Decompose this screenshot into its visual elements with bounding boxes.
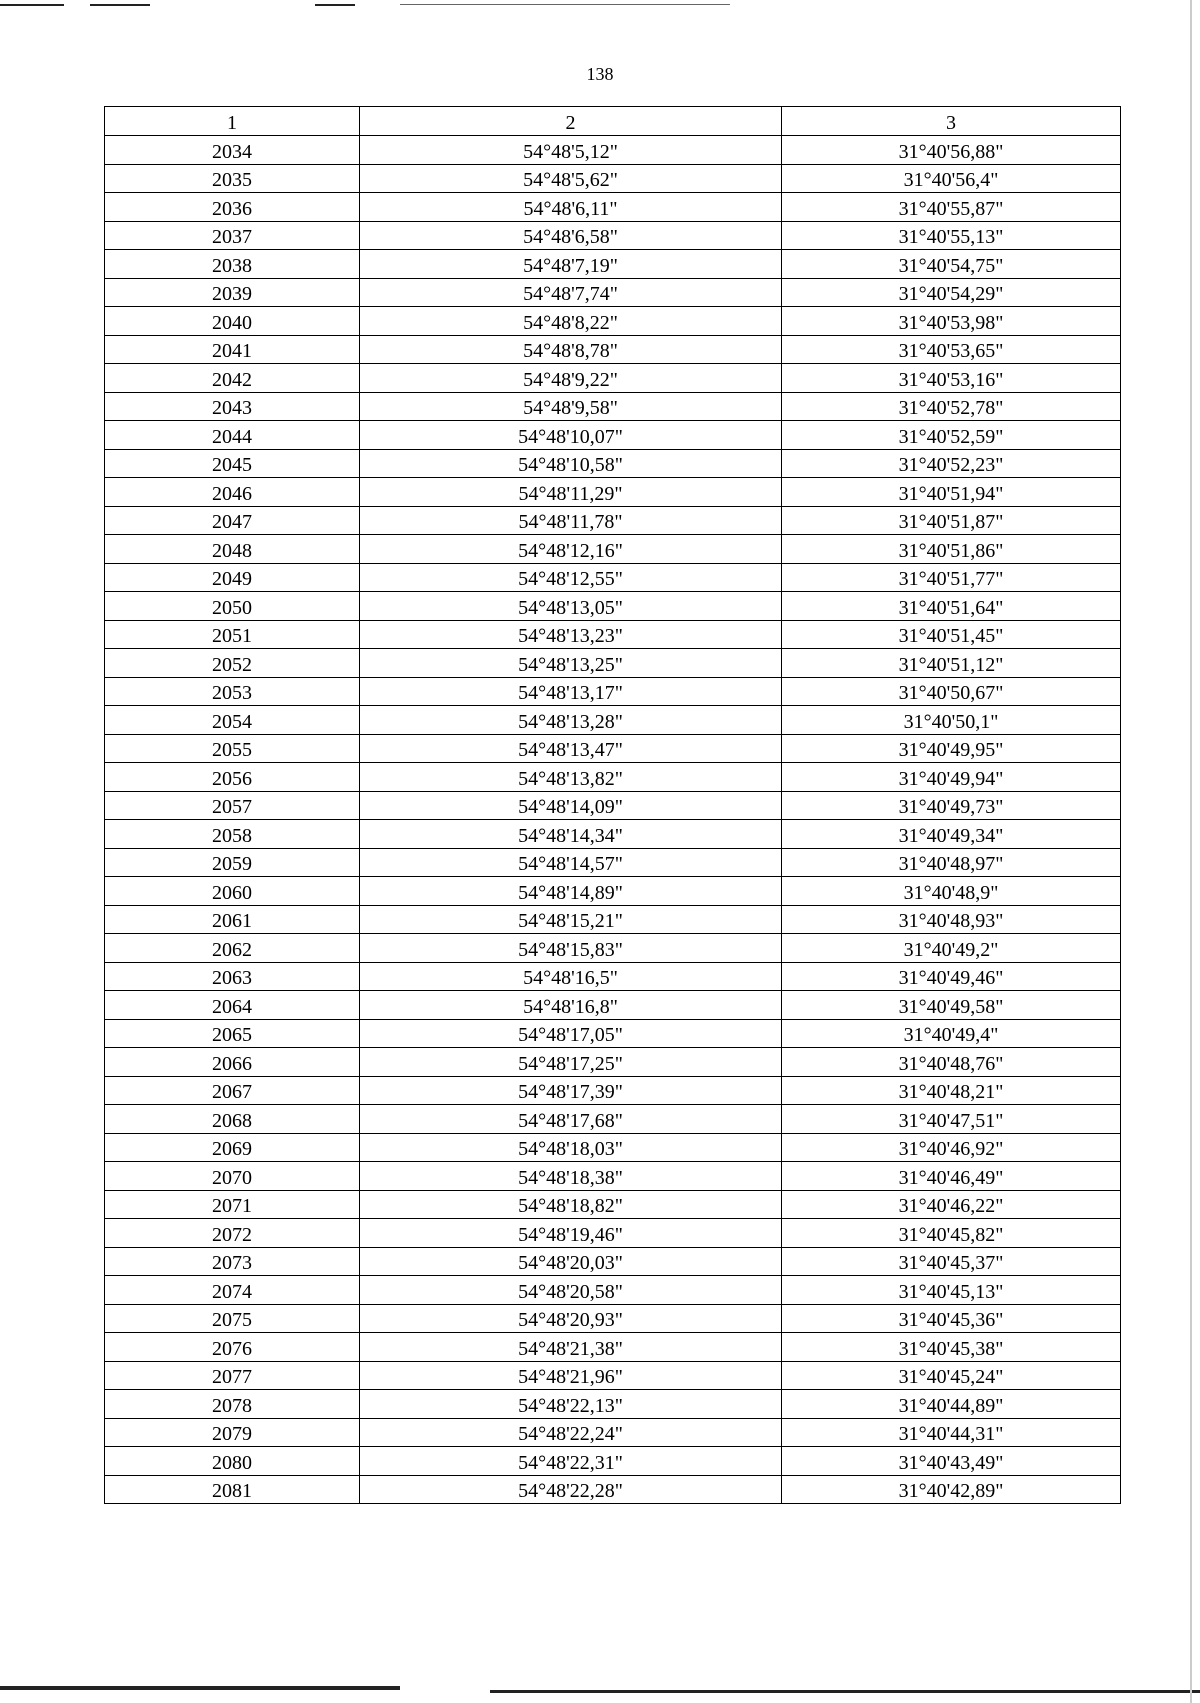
point-number-cell: 2039: [105, 278, 360, 307]
column-header-1: 1: [105, 107, 360, 136]
table-row: [105, 449, 1121, 478]
longitude-cell: 31°40'50,67": [782, 677, 1121, 706]
latitude-cell: 54°48'13,05": [360, 592, 782, 621]
latitude-cell: 54°48'13,17": [360, 677, 782, 706]
point-number-cell: 2071: [105, 1190, 360, 1219]
longitude-cell: 31°40'46,49": [782, 1162, 1121, 1191]
latitude-cell: 54°48'22,31": [360, 1447, 782, 1476]
longitude-cell: 31°40'51,87": [782, 506, 1121, 535]
table-row: [105, 1190, 1121, 1219]
table-row: [105, 706, 1121, 735]
longitude-cell: 31°40'51,45": [782, 620, 1121, 649]
point-number-cell: 2072: [105, 1219, 360, 1248]
latitude-cell: 54°48'22,13": [360, 1390, 782, 1419]
point-number-cell: 2050: [105, 592, 360, 621]
point-number-cell: 2044: [105, 421, 360, 450]
table-row: [105, 364, 1121, 393]
latitude-cell: 54°48'20,03": [360, 1247, 782, 1276]
table-row: [105, 1361, 1121, 1390]
point-number-cell: 2037: [105, 221, 360, 250]
longitude-cell: 31°40'47,51": [782, 1105, 1121, 1134]
latitude-cell: 54°48'13,47": [360, 734, 782, 763]
longitude-cell: 31°40'46,22": [782, 1190, 1121, 1219]
table-row: [105, 1390, 1121, 1419]
latitude-cell: 54°48'8,22": [360, 307, 782, 336]
table-row: [105, 677, 1121, 706]
latitude-cell: 54°48'18,38": [360, 1162, 782, 1191]
table-row: [105, 1105, 1121, 1134]
page-number: 138: [586, 64, 614, 84]
longitude-cell: 31°40'54,29": [782, 278, 1121, 307]
latitude-cell: 54°48'6,58": [360, 221, 782, 250]
point-number-cell: 2043: [105, 392, 360, 421]
table-row: [105, 877, 1121, 906]
scan-artifact-top-left: [0, 4, 64, 6]
table-row: [105, 1076, 1121, 1105]
table-row: [105, 506, 1121, 535]
point-number-cell: 2045: [105, 449, 360, 478]
point-number-cell: 2059: [105, 848, 360, 877]
table-row: [105, 421, 1121, 450]
table-row: [105, 1333, 1121, 1362]
point-number-cell: 2066: [105, 1048, 360, 1077]
longitude-cell: 31°40'49,2": [782, 934, 1121, 963]
longitude-cell: 31°40'43,49": [782, 1447, 1121, 1476]
longitude-cell: 31°40'48,21": [782, 1076, 1121, 1105]
longitude-cell: 31°40'45,82": [782, 1219, 1121, 1248]
longitude-cell: 31°40'51,86": [782, 535, 1121, 564]
column-header-2: 2: [360, 107, 782, 136]
longitude-cell: 31°40'45,38": [782, 1333, 1121, 1362]
latitude-cell: 54°48'13,28": [360, 706, 782, 735]
latitude-cell: 54°48'21,96": [360, 1361, 782, 1390]
longitude-cell: 31°40'45,36": [782, 1304, 1121, 1333]
longitude-cell: 31°40'52,23": [782, 449, 1121, 478]
longitude-cell: 31°40'45,13": [782, 1276, 1121, 1305]
table-row: [105, 392, 1121, 421]
point-number-cell: 2076: [105, 1333, 360, 1362]
latitude-cell: 54°48'22,28": [360, 1475, 782, 1504]
latitude-cell: 54°48'7,19": [360, 250, 782, 279]
point-number-cell: 2046: [105, 478, 360, 507]
longitude-cell: 31°40'45,37": [782, 1247, 1121, 1276]
latitude-cell: 54°48'19,46": [360, 1219, 782, 1248]
latitude-cell: 54°48'14,09": [360, 791, 782, 820]
point-number-cell: 2047: [105, 506, 360, 535]
point-number-cell: 2062: [105, 934, 360, 963]
column-header-3: 3: [782, 107, 1121, 136]
table-row: [105, 1219, 1121, 1248]
point-number-cell: 2073: [105, 1247, 360, 1276]
table-row: [105, 535, 1121, 564]
table-row: [105, 193, 1121, 222]
longitude-cell: 31°40'51,12": [782, 649, 1121, 678]
longitude-cell: 31°40'51,77": [782, 563, 1121, 592]
table-row: [105, 734, 1121, 763]
latitude-cell: 54°48'17,39": [360, 1076, 782, 1105]
point-number-cell: 2080: [105, 1447, 360, 1476]
latitude-cell: 54°48'17,05": [360, 1019, 782, 1048]
longitude-cell: 31°40'44,31": [782, 1418, 1121, 1447]
longitude-cell: 31°40'55,87": [782, 193, 1121, 222]
point-number-cell: 2056: [105, 763, 360, 792]
longitude-cell: 31°40'46,92": [782, 1133, 1121, 1162]
point-number-cell: 2034: [105, 136, 360, 165]
point-number-cell: 2041: [105, 335, 360, 364]
point-number-cell: 2040: [105, 307, 360, 336]
latitude-cell: 54°48'16,8": [360, 991, 782, 1020]
latitude-cell: 54°48'9,22": [360, 364, 782, 393]
latitude-cell: 54°48'16,5": [360, 962, 782, 991]
longitude-cell: 31°40'49,4": [782, 1019, 1121, 1048]
table-row: [105, 250, 1121, 279]
point-number-cell: 2051: [105, 620, 360, 649]
table-row: [105, 1304, 1121, 1333]
longitude-cell: 31°40'49,94": [782, 763, 1121, 792]
point-number-cell: 2064: [105, 991, 360, 1020]
table-row: [105, 1475, 1121, 1504]
latitude-cell: 54°48'12,16": [360, 535, 782, 564]
longitude-cell: 31°40'49,73": [782, 791, 1121, 820]
point-number-cell: 2070: [105, 1162, 360, 1191]
table-row: [105, 1447, 1121, 1476]
table-row: [105, 563, 1121, 592]
table-row: [105, 164, 1121, 193]
longitude-cell: 31°40'55,13": [782, 221, 1121, 250]
table-row: [105, 962, 1121, 991]
latitude-cell: 54°48'5,12": [360, 136, 782, 165]
latitude-cell: 54°48'14,34": [360, 820, 782, 849]
table-row: [105, 478, 1121, 507]
latitude-cell: 54°48'14,57": [360, 848, 782, 877]
longitude-cell: 31°40'49,58": [782, 991, 1121, 1020]
latitude-cell: 54°48'13,23": [360, 620, 782, 649]
point-number-cell: 2054: [105, 706, 360, 735]
latitude-cell: 54°48'10,58": [360, 449, 782, 478]
longitude-cell: 31°40'44,89": [782, 1390, 1121, 1419]
table-row: [105, 307, 1121, 336]
longitude-cell: 31°40'52,59": [782, 421, 1121, 450]
point-number-cell: 2036: [105, 193, 360, 222]
table-row: [105, 335, 1121, 364]
table-row: [105, 1247, 1121, 1276]
latitude-cell: 54°48'17,68": [360, 1105, 782, 1134]
table-row: [105, 791, 1121, 820]
table-row: [105, 1418, 1121, 1447]
table-row: [105, 934, 1121, 963]
latitude-cell: 54°48'14,89": [360, 877, 782, 906]
longitude-cell: 31°40'56,88": [782, 136, 1121, 165]
latitude-cell: 54°48'15,21": [360, 905, 782, 934]
point-number-cell: 2074: [105, 1276, 360, 1305]
longitude-cell: 31°40'53,16": [782, 364, 1121, 393]
table-row: [105, 592, 1121, 621]
longitude-cell: 31°40'48,93": [782, 905, 1121, 934]
latitude-cell: 54°48'17,25": [360, 1048, 782, 1077]
table-row: [105, 820, 1121, 849]
scan-artifact-right-edge: [1190, 0, 1192, 1703]
table-row: [105, 221, 1121, 250]
table-header-row: [105, 107, 1121, 136]
longitude-cell: 31°40'49,46": [782, 962, 1121, 991]
point-number-cell: 2077: [105, 1361, 360, 1390]
latitude-cell: 54°48'15,83": [360, 934, 782, 963]
table-row: [105, 1133, 1121, 1162]
point-number-cell: 2052: [105, 649, 360, 678]
point-number-cell: 2053: [105, 677, 360, 706]
table-row: [105, 905, 1121, 934]
table-row: [105, 1019, 1121, 1048]
scan-artifact-top-dash: [90, 4, 150, 6]
longitude-cell: 31°40'49,95": [782, 734, 1121, 763]
latitude-cell: 54°48'20,93": [360, 1304, 782, 1333]
latitude-cell: 54°48'18,82": [360, 1190, 782, 1219]
table-row: [105, 649, 1121, 678]
longitude-cell: 31°40'53,98": [782, 307, 1121, 336]
point-number-cell: 2061: [105, 905, 360, 934]
latitude-cell: 54°48'8,78": [360, 335, 782, 364]
point-number-cell: 2057: [105, 791, 360, 820]
latitude-cell: 54°48'6,11": [360, 193, 782, 222]
longitude-cell: 31°40'54,75": [782, 250, 1121, 279]
longitude-cell: 31°40'50,1": [782, 706, 1121, 735]
table-row: [105, 1276, 1121, 1305]
point-number-cell: 2079: [105, 1418, 360, 1447]
latitude-cell: 54°48'12,55": [360, 563, 782, 592]
table-row: [105, 1048, 1121, 1077]
latitude-cell: 54°48'10,07": [360, 421, 782, 450]
point-number-cell: 2075: [105, 1304, 360, 1333]
table-row: [105, 278, 1121, 307]
latitude-cell: 54°48'13,25": [360, 649, 782, 678]
longitude-cell: 31°40'56,4": [782, 164, 1121, 193]
latitude-cell: 54°48'20,58": [360, 1276, 782, 1305]
latitude-cell: 54°48'21,38": [360, 1333, 782, 1362]
scan-artifact-top-mid: [315, 4, 355, 6]
latitude-cell: 54°48'13,82": [360, 763, 782, 792]
longitude-cell: 31°40'42,89": [782, 1475, 1121, 1504]
table-row: [105, 1162, 1121, 1191]
point-number-cell: 2068: [105, 1105, 360, 1134]
point-number-cell: 2063: [105, 962, 360, 991]
longitude-cell: 31°40'51,64": [782, 592, 1121, 621]
scan-artifact-top-right: [400, 4, 730, 5]
point-number-cell: 2042: [105, 364, 360, 393]
longitude-cell: 31°40'48,9": [782, 877, 1121, 906]
table-row: [105, 136, 1121, 165]
latitude-cell: 54°48'11,78": [360, 506, 782, 535]
point-number-cell: 2069: [105, 1133, 360, 1162]
point-number-cell: 2078: [105, 1390, 360, 1419]
latitude-cell: 54°48'18,03": [360, 1133, 782, 1162]
table-row: [105, 763, 1121, 792]
scan-artifact-bottom-left: [0, 1686, 400, 1690]
coordinates-table: [104, 106, 1121, 1504]
longitude-cell: 31°40'51,94": [782, 478, 1121, 507]
point-number-cell: 2081: [105, 1475, 360, 1504]
longitude-cell: 31°40'45,24": [782, 1361, 1121, 1390]
latitude-cell: 54°48'9,58": [360, 392, 782, 421]
longitude-cell: 31°40'52,78": [782, 392, 1121, 421]
point-number-cell: 2049: [105, 563, 360, 592]
point-number-cell: 2060: [105, 877, 360, 906]
longitude-cell: 31°40'53,65": [782, 335, 1121, 364]
latitude-cell: 54°48'5,62": [360, 164, 782, 193]
longitude-cell: 31°40'48,97": [782, 848, 1121, 877]
scan-artifact-bottom-right: [490, 1690, 1200, 1693]
table-row: [105, 620, 1121, 649]
point-number-cell: 2038: [105, 250, 360, 279]
latitude-cell: 54°48'22,24": [360, 1418, 782, 1447]
table-row: [105, 848, 1121, 877]
longitude-cell: 31°40'48,76": [782, 1048, 1121, 1077]
point-number-cell: 2035: [105, 164, 360, 193]
point-number-cell: 2065: [105, 1019, 360, 1048]
latitude-cell: 54°48'11,29": [360, 478, 782, 507]
table-body: [105, 136, 1121, 1504]
point-number-cell: 2058: [105, 820, 360, 849]
point-number-cell: 2067: [105, 1076, 360, 1105]
latitude-cell: 54°48'7,74": [360, 278, 782, 307]
longitude-cell: 31°40'49,34": [782, 820, 1121, 849]
table-row: [105, 991, 1121, 1020]
point-number-cell: 2048: [105, 535, 360, 564]
point-number-cell: 2055: [105, 734, 360, 763]
